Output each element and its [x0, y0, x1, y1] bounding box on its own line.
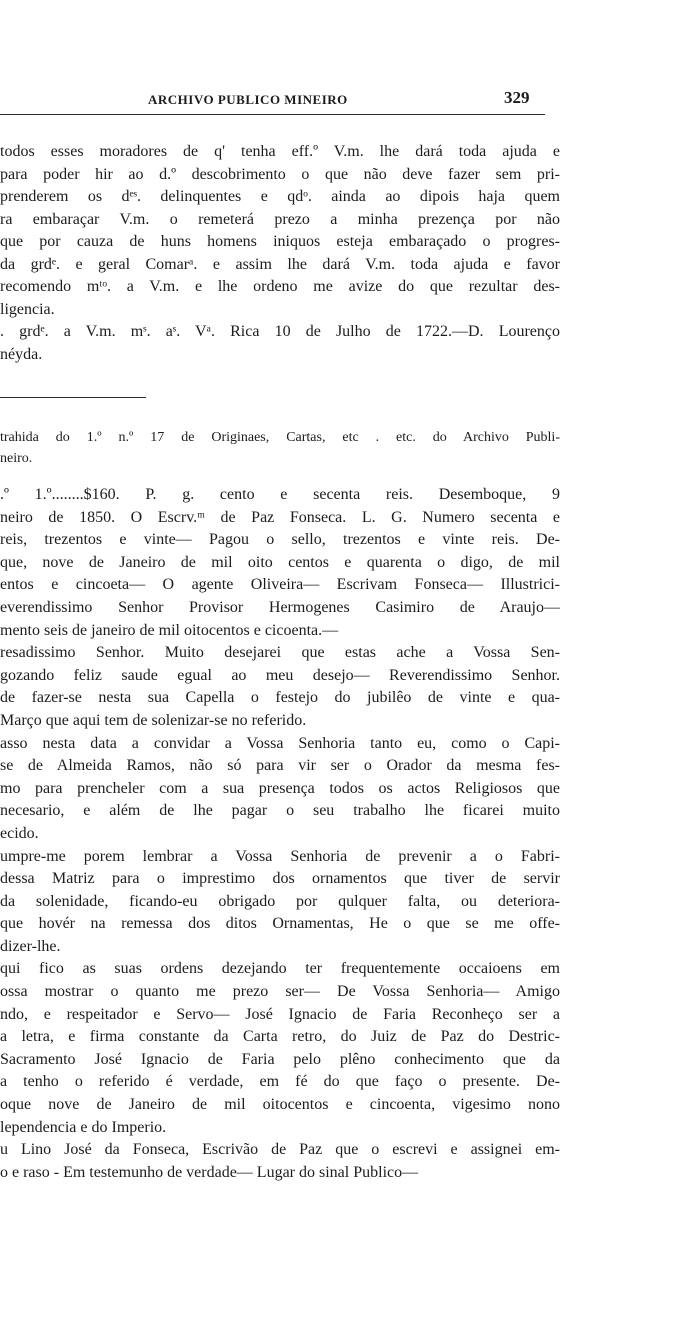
text-line: mento seis de janeiro de mil oitocentos e cicoenta.— [0, 621, 339, 639]
text-line: da solenidade, ficando-eu obrigado por qulquer falta, ou deteriora- [0, 892, 560, 910]
text-line: néyda. [0, 345, 43, 363]
text-line: da grdᵉ. e geral Comarᵃ. e assim lhe dará V.m. toda ajuda e favor [0, 255, 560, 273]
text-line: reis, trezentos e vinte— Pagou o sello, trezentos e vinte reis. De- [0, 531, 560, 549]
text-line: a tenho o referido é verdade, em fé do que faço o presente. De- [0, 1073, 560, 1091]
text-line: para poder hir ao d.º descobrimento o que não deve fazer sem pri- [0, 165, 560, 183]
text-line: ra embaraçar V.m. o remeterá prezo a minha prezença por não [0, 210, 560, 228]
page-number: 329 [504, 88, 530, 107]
document-transcription [0, 484, 560, 1184]
source-note [0, 427, 560, 469]
text-line: ossa mostrar o quanto me prezo ser— De Vossa Senhoria— Amigo [0, 983, 560, 1001]
running-title: ARCHIVO PUBLICO MINEIRO [148, 92, 348, 107]
text-line: dizer-lhe. [0, 937, 61, 955]
text-line: todos esses moradores de q' tenha eff.º V.m. lhe dará toda ajuda e [0, 143, 560, 160]
text-line: a letra, e firma constante da Carta retro, do Juiz de Paz do Destric- [0, 1028, 560, 1046]
text-line: qui fico as suas ordens dezejando ter frequentemente occaioens em [0, 960, 560, 978]
text-line: ecido. [0, 824, 39, 842]
running-head [0, 88, 560, 112]
text-line: lependencia e do Imperio. [0, 1118, 167, 1136]
text-line: Março que aqui tem de solenizar-se no referido. [0, 711, 307, 729]
header-rule [0, 114, 545, 115]
text-line: que, nove de Janeiro de mil oito centos e quarenta o digo, de mil [0, 553, 560, 571]
letter-end-paragraph [0, 141, 560, 366]
text-line: mo para prencheler com a sua presença todos os actos Religiosos que [0, 779, 560, 797]
text-line: u Lino José da Fonseca, Escrivão de Paz que o escrevi e assignei em- [0, 1141, 560, 1159]
text-line: resadissimo Senhor. Muito desejarei que estas ache a Vossa Sen- [0, 644, 560, 662]
text-line: oque nove de Janeiro de mil oitocentos e cincoenta, vigesimo nono [0, 1096, 560, 1114]
text-line: ndo, e respeitador e Servo— José Ignacio de Faria Reconheço ser a [0, 1005, 560, 1023]
text-line: .º 1.º........$160. P. g. cento e secenta reis. Desemboque, 9 [0, 486, 560, 503]
text-line: everendissimo Senhor Provisor Hermogenes Casimiro de Araujo— [0, 598, 560, 616]
text-line: Sacramento José Ignacio de Faria pelo plêno conhecimento que da [0, 1050, 560, 1068]
text-line: de fazer-se nesta sua Capella o festejo do jubilêo de vinte e qua- [0, 689, 560, 707]
text-line: ligencia. [0, 300, 55, 318]
text-line: se de Almeida Ramos, não só para vir ser o Orador da mesma fes- [0, 757, 560, 775]
text-line: que por cauza de huns homens iniquos esteja embaraçado o progres- [0, 233, 560, 250]
text-line: asso nesta data a convidar a Vossa Senhoria tanto eu, como o Capi- [0, 734, 560, 752]
section-divider [0, 397, 146, 398]
text-line: entos e cincoeta— O agente Oliveira— Escrivam Fonseca— Illustrici- [0, 576, 560, 594]
text-line: neiro. [0, 451, 33, 466]
text-line: neiro de 1850. O Escrv.ᵐ de Paz Fonseca. L. G. Numero secenta e [0, 508, 560, 526]
text-line: recomendo mᵗᵒ. a V.m. e lhe ordeno me avize do que rezultar des- [0, 278, 560, 295]
text-line: que hovér na remessa dos ditos Ornamentas, He o que se me offe- [0, 915, 560, 933]
text-line: trahida do 1.º n.º 17 de Originaes, Cartas, etc . etc. do Archivo Publi- [0, 430, 560, 445]
text-line: necesario, e além de lhe pagar o seu trabalho lhe ficarei muito [0, 802, 560, 820]
text-line: prenderem os dᵉˢ. delinquentes e qdᵒ. ainda ao dipois haja quem [0, 188, 560, 205]
text-line: dessa Matriz para o imprestimo dos ornamentos que tiver de servir [0, 870, 560, 888]
text-line: umpre-me porem lembrar a Vossa Senhoria de prevenir a o Fabri- [0, 847, 560, 865]
text-line: o e raso - Em testemunho de verdade— Lugar do sinal Publico— [0, 1163, 419, 1181]
text-line: . grdᵉ. a V.m. mˢ. aˢ. Vᵃ. Rica 10 de Julho de 1722.—D. Lourenço [0, 323, 560, 340]
text-line: gozando feliz saude egual ao meu desejo— Reverendissimo Senhor. [0, 666, 560, 684]
